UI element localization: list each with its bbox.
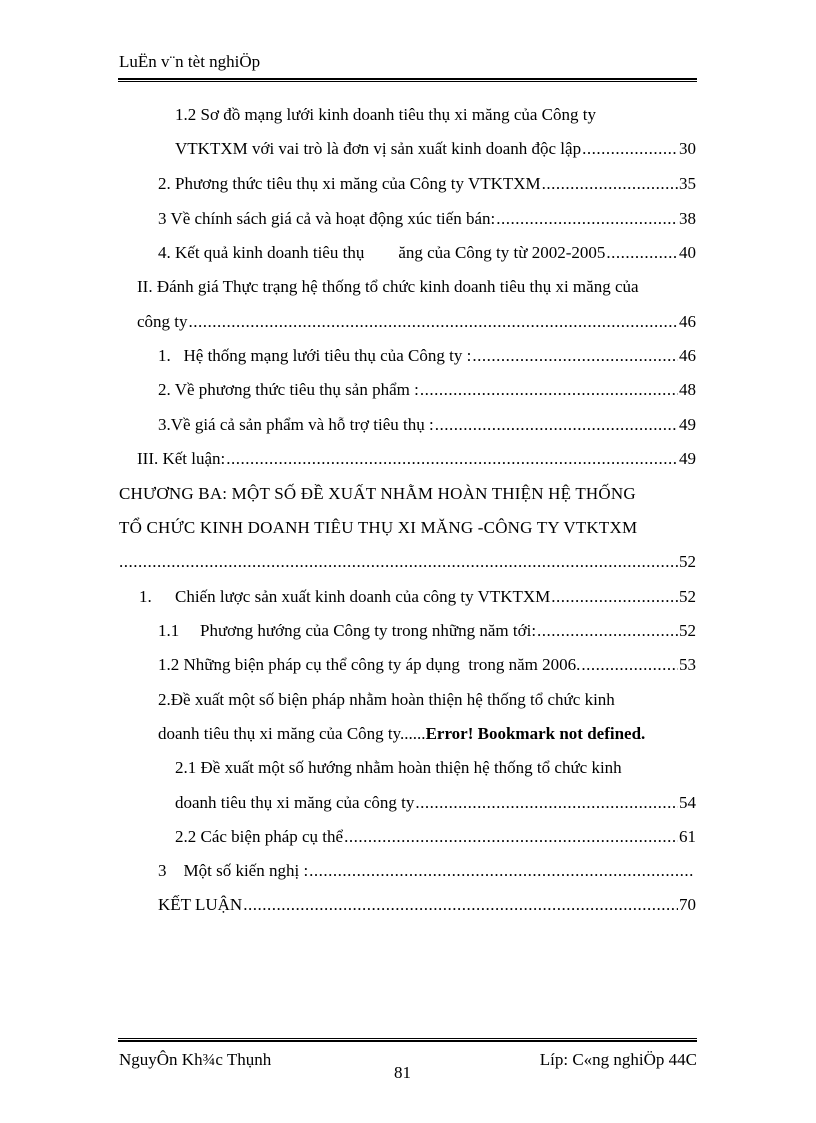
footer-author: NguyÔn Kh¾c Thụnh (119, 1050, 272, 1069)
dot-leader (435, 415, 678, 435)
toc-page-number: 30 (679, 139, 696, 158)
footer-class: Líp: C«ng nghiÖp 44C (539, 1050, 697, 1069)
toc-item-text: 2. Về phương thức tiêu thụ sản phẩm : (158, 380, 419, 399)
toc-item-text: doanh tiêu thụ xi măng của Công ty...... (158, 724, 426, 743)
toc-ch3-item-3[interactable] (158, 861, 696, 881)
toc-section-III[interactable] (137, 449, 696, 469)
dot-leader (582, 139, 678, 159)
toc-ch3-item-1[interactable] (139, 587, 696, 607)
toc-page-number: 52 (679, 587, 696, 606)
toc-section-II-3[interactable] (158, 415, 696, 435)
toc-item-2[interactable] (158, 174, 696, 194)
toc-chapter-3[interactable] (119, 552, 696, 572)
header-title: LuËn v¨n tèt nghiÖp (119, 52, 261, 71)
toc-item-1-2-line2: VTKTXM với vai trò là đơn vị sản xuất kinh doanh độc lập (175, 139, 582, 158)
dot-leader (415, 793, 678, 813)
toc-page-number: 53 (679, 655, 696, 674)
toc-item-1-2-line1: 1.2 Sơ đồ mạng lưới kinh doanh tiêu thụ xi măng của Công ty (175, 105, 596, 124)
dot-leader (472, 346, 678, 366)
toc-item-text: 3 Về chính sách giá cả và hoạt động xúc tiến bán: (158, 209, 496, 228)
header-rule (118, 78, 697, 82)
toc-ch3-item-2[interactable] (158, 724, 696, 744)
toc-item-text: 1. Hệ thống mạng lưới tiêu thụ của Công ty : (158, 346, 472, 365)
toc-page-number: 46 (679, 312, 696, 331)
toc-page-number: 61 (679, 827, 696, 846)
toc-ch3-item-2-2[interactable] (175, 827, 696, 847)
toc-page-number: 46 (679, 346, 696, 365)
toc-item-text: 2. Phương thức tiêu thụ xi măng của Công ty VTKTXM (158, 174, 541, 193)
bookmark-error: Error! Bookmark not defined. (425, 724, 646, 743)
toc-item-4[interactable] (158, 243, 696, 263)
dot-leader (309, 861, 695, 881)
toc-section-II-1[interactable] (158, 346, 696, 366)
toc-item-text: III. Kết luận: (137, 449, 226, 468)
toc-page-number: 54 (679, 793, 696, 812)
toc-ch3-item-1-2[interactable] (158, 655, 696, 675)
toc-item-text: 2.2 Các biện pháp cụ thể (175, 827, 344, 846)
toc-item-3[interactable] (158, 209, 696, 229)
dot-leader (344, 827, 678, 847)
toc-item-text: 3.Về giá cả sản phẩm và hỗ trợ tiêu thụ : (158, 415, 434, 434)
toc-chapter-3-line1: CHƯƠNG BA: MỘT SỐ ĐỀ XUẤT NHẰM HOÀN THIỆN HỆ THỐNG (119, 484, 636, 503)
toc-page-number: 48 (679, 380, 696, 399)
toc-section-II-line2: công ty (137, 312, 188, 331)
dot-leader (551, 587, 678, 607)
dot-leader (420, 380, 678, 400)
dot-leader (542, 174, 678, 194)
dot-leader (581, 655, 678, 675)
toc-page-number: 35 (679, 174, 696, 193)
toc-section-II[interactable] (137, 312, 696, 332)
toc-ch3-item-1-1[interactable] (158, 621, 696, 641)
toc-ch3-item-2-1[interactable] (175, 793, 696, 813)
toc-page-number: 49 (679, 415, 696, 434)
toc-section-II-2[interactable] (158, 380, 696, 400)
toc-item-number: 1. (139, 587, 152, 606)
toc-item-text: Phương hướng của Công ty trong những năm tới: (200, 621, 537, 640)
dot-leader (606, 243, 678, 263)
dot-leader (189, 312, 678, 332)
toc-item-1-2[interactable] (175, 139, 696, 159)
toc-page-number: 52 (679, 552, 696, 571)
dot-leader (537, 621, 678, 641)
toc-item-text: Chiến lược sản xuất kinh doanh của công ty VTKTXM (175, 587, 551, 606)
dot-leader (496, 209, 678, 229)
toc-item-text: doanh tiêu thụ xi măng của công ty (175, 793, 415, 812)
footer-rule (118, 1038, 697, 1042)
toc-section-II-line1: II. Đánh giá Thực trạng hệ thống tổ chức kinh doanh tiêu thụ xi măng của (137, 277, 639, 296)
toc-page-number: 40 (679, 243, 696, 262)
toc-ch3-item-2-1-line1: 2.1 Đề xuất một số hướng nhằm hoàn thiện hệ thống tổ chức kinh (175, 758, 622, 777)
toc-item-text: 4. Kết quả kinh doanh tiêu thụ ăng của Công ty từ 2002-2005 (158, 243, 606, 262)
toc-conclusion[interactable] (158, 895, 696, 915)
toc-page-number: 70 (679, 895, 696, 914)
toc-item-text: KẾT LUẬN (158, 895, 243, 914)
dot-leader (226, 449, 678, 469)
toc-item-text: 3 Một số kiến nghị : (158, 861, 309, 880)
toc-chapter-3-line2: TỔ CHỨC KINH DOANH TIÊU THỤ XI MĂNG -CÔNG TY VTKTXM (119, 518, 638, 537)
toc-ch3-item-2-line1: 2.Đề xuất một số biện pháp nhằm hoàn thiện hệ thống tổ chức kinh (158, 690, 615, 709)
toc-page-number: 52 (679, 621, 696, 640)
toc-page-number: 49 (679, 449, 696, 468)
toc-page-number: 38 (679, 209, 696, 228)
toc-item-number: 1.1 (158, 621, 180, 640)
toc-item-text: 1.2 Những biện pháp cụ thể công ty áp dụng trong năm 2006. (158, 655, 581, 674)
dot-leader (119, 552, 678, 572)
dot-leader (243, 895, 678, 915)
footer-page-number: 81 (394, 1063, 411, 1082)
